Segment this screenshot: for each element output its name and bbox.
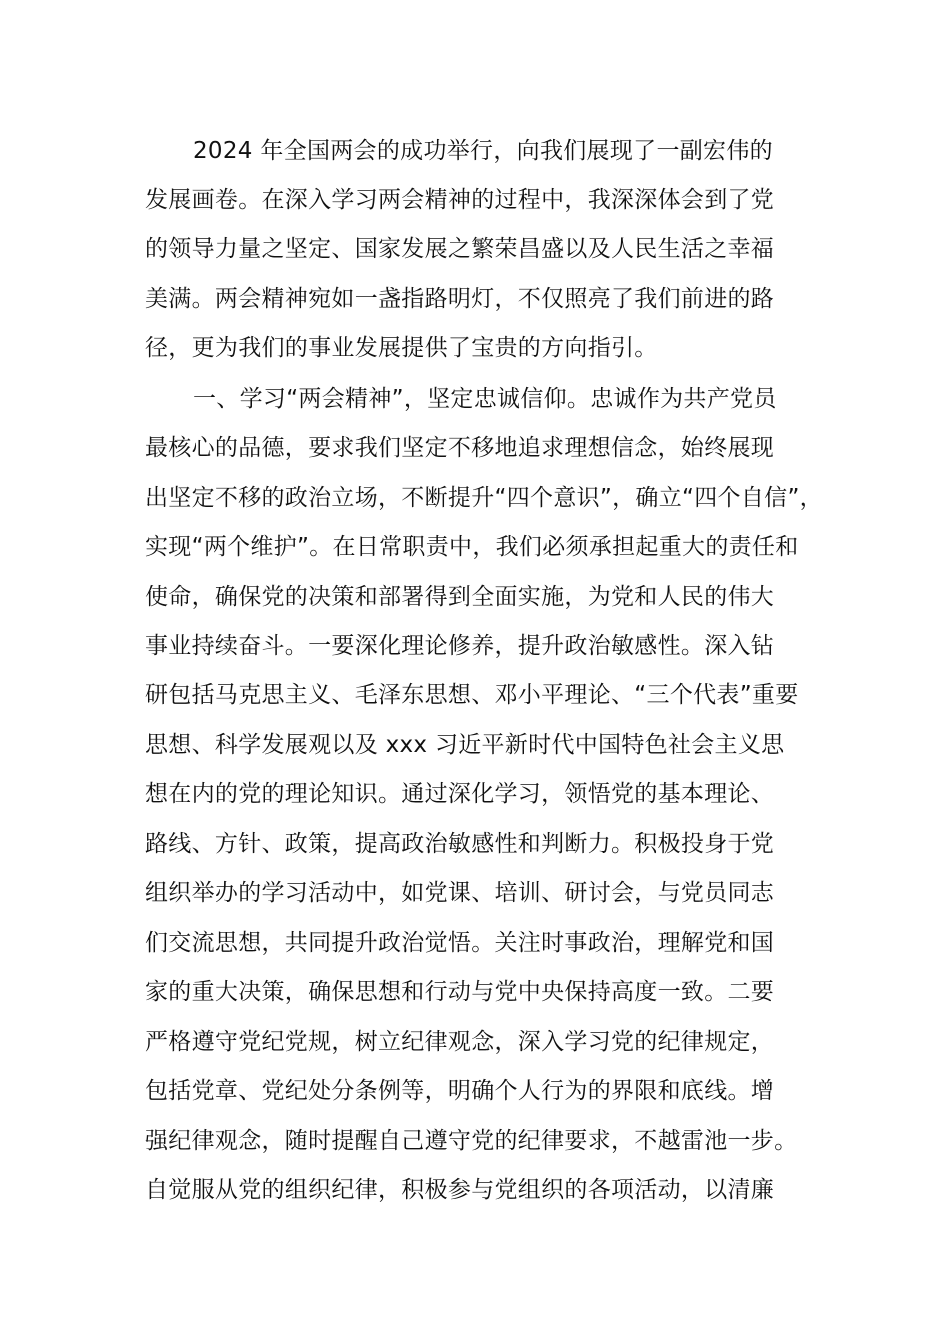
paragraph-2-line-8: 思想、科学发展观以及 xxx 习近平新时代中国特色社会主义思 <box>145 732 785 758</box>
paragraph-2-line-16: 强纪律观念，随时提醒自己遵守党的纪律要求，不越雷池一步。 <box>145 1128 798 1154</box>
paragraph-1-line-5: 径，更为我们的事业发展提供了宝贵的方向指引。 <box>145 335 658 361</box>
paragraph-2-line-10: 路线、方针、政策，提高政治敏感性和判断力。积极投身于党 <box>145 831 775 857</box>
paragraph-1-line-1: 2024 年全国两会的成功举行，向我们展现了一副宏伟的 <box>193 138 773 164</box>
paragraph-1-line-2: 发展画卷。在深入学习两会精神的过程中，我深深体会到了党 <box>145 187 775 213</box>
paragraph-2-line-12: 们交流思想，共同提升政治觉悟。关注时事政治，理解党和国 <box>145 930 775 956</box>
paragraph-2-line-3: 出坚定不移的政治立场，不断提升“四个意识”，确立“四个自信”， <box>145 485 823 511</box>
paragraph-2-line-1: 一、学习“两会精神”，坚定忠诚信仰。忠诚作为共产党员 <box>193 386 777 412</box>
paragraph-2-line-4: 实现“两个维护”。在日常职责中，我们必须承担起重大的责任和 <box>145 534 799 560</box>
paragraph-2-line-17: 自觉服从党的组织纪律，积极参与党组织的各项活动，以清廉 <box>145 1177 775 1203</box>
paragraph-2-line-14: 严格遵守党纪党规，树立纪律观念，深入学习党的纪律规定， <box>145 1029 775 1055</box>
paragraph-2-line-7: 研包括马克思主义、毛泽东思想、邓小平理论、“三个代表”重要 <box>145 682 799 708</box>
paragraph-1-line-3: 的领导力量之坚定、国家发展之繁荣昌盛以及人民生活之幸福 <box>145 236 775 262</box>
paragraph-2-line-6: 事业持续奋斗。一要深化理论修养，提升政治敏感性。深入钻 <box>145 633 775 659</box>
paragraph-2-line-5: 使命，确保党的决策和部署得到全面实施，为党和人民的伟大 <box>145 584 775 610</box>
paragraph-2-line-13: 家的重大决策，确保思想和行动与党中央保持高度一致。二要 <box>145 979 775 1005</box>
paragraph-2-line-2: 最核心的品德，要求我们坚定不移地追求理想信念，始终展现 <box>145 435 775 461</box>
paragraph-2-line-11: 组织举办的学习活动中，如党课、培训、研讨会，与党员同志 <box>145 880 775 906</box>
paragraph-1-line-4: 美满。两会精神宛如一盏指路明灯，不仅照亮了我们前进的路 <box>145 286 775 312</box>
paragraph-2-line-15: 包括党章、党纪处分条例等，明确个人行为的界限和底线。增 <box>145 1078 775 1104</box>
paragraph-2-line-9: 想在内的党的理论知识。通过深化学习，领悟党的基本理论、 <box>145 781 775 807</box>
